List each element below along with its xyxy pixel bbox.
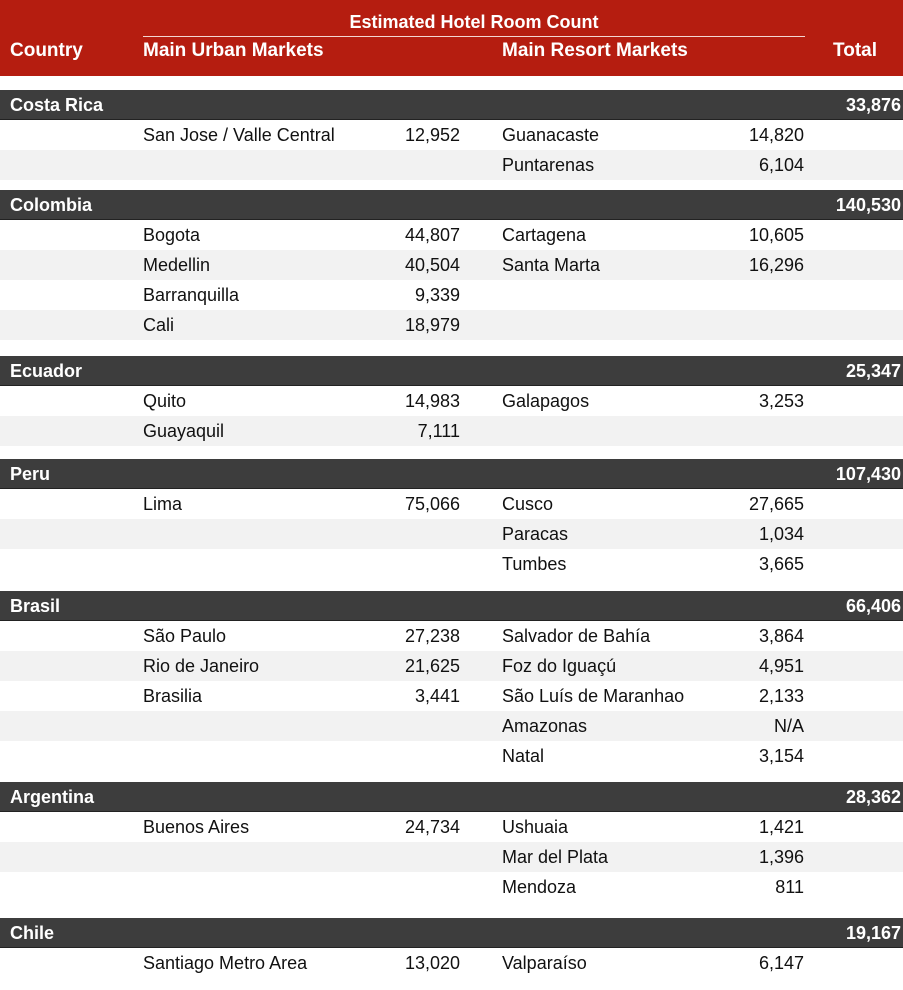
country-section [0,90,903,180]
resort-market-name: Santa Marta [502,255,601,275]
resort-market-name: Galapagos [502,391,590,411]
table-row [0,651,903,681]
urban-market-name: Barranquilla [143,285,240,305]
resort-market-name: Guanacaste [502,125,600,145]
urban-market-name: Cali [143,315,175,335]
resort-market-count: 3,253 [758,391,804,411]
table-header [0,0,903,76]
country-name: Argentina [10,787,95,807]
country-name: Brasil [10,596,61,616]
resort-market-name: Natal [502,746,545,766]
urban-market-count: 44,807 [404,225,460,245]
resort-market-count: 3,154 [758,746,804,766]
estimated-room-count-heading: Estimated Hotel Room Count [349,12,599,32]
urban-market-count: 3,441 [414,686,460,706]
urban-market-count: 21,625 [404,656,460,676]
resort-market-count: N/A [773,716,804,736]
resort-markets-column-header: Main Resort Markets [502,40,688,61]
country-section [0,591,903,771]
urban-market-count: 18,979 [404,315,460,335]
country-row [0,190,903,220]
resort-market-count: 1,421 [758,817,804,837]
country-total: 19,167 [845,923,901,943]
resort-market-name: Tumbes [502,554,567,574]
country-section [0,356,903,446]
urban-market-count: 27,238 [404,626,460,646]
table-row [0,489,903,519]
country-total: 66,406 [845,596,901,616]
resort-market-name: Cusco [502,494,554,514]
urban-market-name: Buenos Aires [143,817,250,837]
resort-market-count: 1,396 [758,847,804,867]
country-total: 140,530 [835,195,901,215]
country-row [0,459,903,489]
urban-market-name: Bogota [143,225,201,245]
urban-market-name: San Jose / Valle Central [143,125,335,145]
resort-market-count: 3,864 [758,626,804,646]
table-row [0,681,903,711]
resort-market-count: 811 [775,877,804,897]
resort-market-count: 6,147 [758,953,804,973]
urban-market-count: 24,734 [404,817,460,837]
resort-market-count: 10,605 [748,225,804,245]
country-section [0,782,903,902]
urban-market-name: São Paulo [143,626,227,646]
urban-market-count: 7,111 [417,421,460,441]
urban-market-name: Guayaquil [143,421,225,441]
country-section [0,918,903,978]
country-name: Colombia [10,195,93,215]
urban-market-name: Brasilia [143,686,203,706]
resort-market-count: 2,133 [758,686,804,706]
resort-market-count: 16,296 [748,255,804,275]
country-row [0,356,903,386]
urban-market-count: 14,983 [404,391,460,411]
country-section [0,459,903,579]
table-row [0,621,903,651]
resort-market-name: São Luís de Maranhao [502,686,685,706]
resort-market-count: 4,951 [758,656,804,676]
urban-market-count: 75,066 [404,494,460,514]
urban-market-name: Quito [143,391,187,411]
resort-market-name: Amazonas [502,716,588,736]
urban-market-name: Santiago Metro Area [143,953,308,973]
resort-market-count: 27,665 [748,494,804,514]
resort-market-count: 6,104 [758,155,804,175]
urban-market-count: 9,339 [414,285,460,305]
country-column-header: Country [10,40,83,61]
urban-markets-column-header: Main Urban Markets [143,40,324,61]
table-row [0,250,903,280]
total-column-header: Total [833,40,877,61]
country-name: Costa Rica [10,95,104,115]
country-row [0,918,903,948]
table-row [0,812,903,842]
resort-market-name: Foz do Iguaçú [502,656,617,676]
table-row [0,948,903,978]
country-total: 28,362 [845,787,901,807]
urban-market-name: Lima [143,494,183,514]
country-total: 25,347 [845,361,901,381]
resort-market-name: Mendoza [502,877,577,897]
country-name: Peru [10,464,51,484]
resort-market-count: 3,665 [758,554,804,574]
table-row [0,741,903,771]
urban-market-count: 40,504 [404,255,460,275]
resort-market-name: Cartagena [502,225,587,245]
country-total: 33,876 [845,95,901,115]
resort-market-name: Puntarenas [502,155,595,175]
table-row [0,872,903,902]
country-name: Chile [10,923,55,943]
country-row [0,90,903,120]
table-row [0,120,903,150]
table-row [0,842,903,872]
resort-market-count: 1,034 [758,524,804,544]
table-row [0,549,903,579]
country-total: 107,430 [835,464,901,484]
header-divider [143,36,805,37]
resort-market-name: Ushuaia [502,817,569,837]
resort-market-count: 14,820 [748,125,804,145]
table-row [0,416,903,446]
country-name: Ecuador [10,361,83,381]
resort-market-name: Mar del Plata [502,847,609,867]
table-row [0,310,903,340]
resort-market-name: Salvador de Bahía [502,626,651,646]
table-row [0,711,903,741]
resort-market-name: Paracas [502,524,569,544]
urban-market-name: Medellin [143,255,211,275]
urban-market-count: 12,952 [404,125,460,145]
country-row [0,782,903,812]
urban-market-count: 13,020 [404,953,460,973]
table-row [0,519,903,549]
country-row [0,591,903,621]
urban-market-name: Rio de Janeiro [143,656,260,676]
table-row [0,150,903,180]
table-row [0,220,903,250]
table-row [0,280,903,310]
resort-market-name: Valparaíso [502,953,587,973]
country-section [0,190,903,340]
table-row [0,386,903,416]
